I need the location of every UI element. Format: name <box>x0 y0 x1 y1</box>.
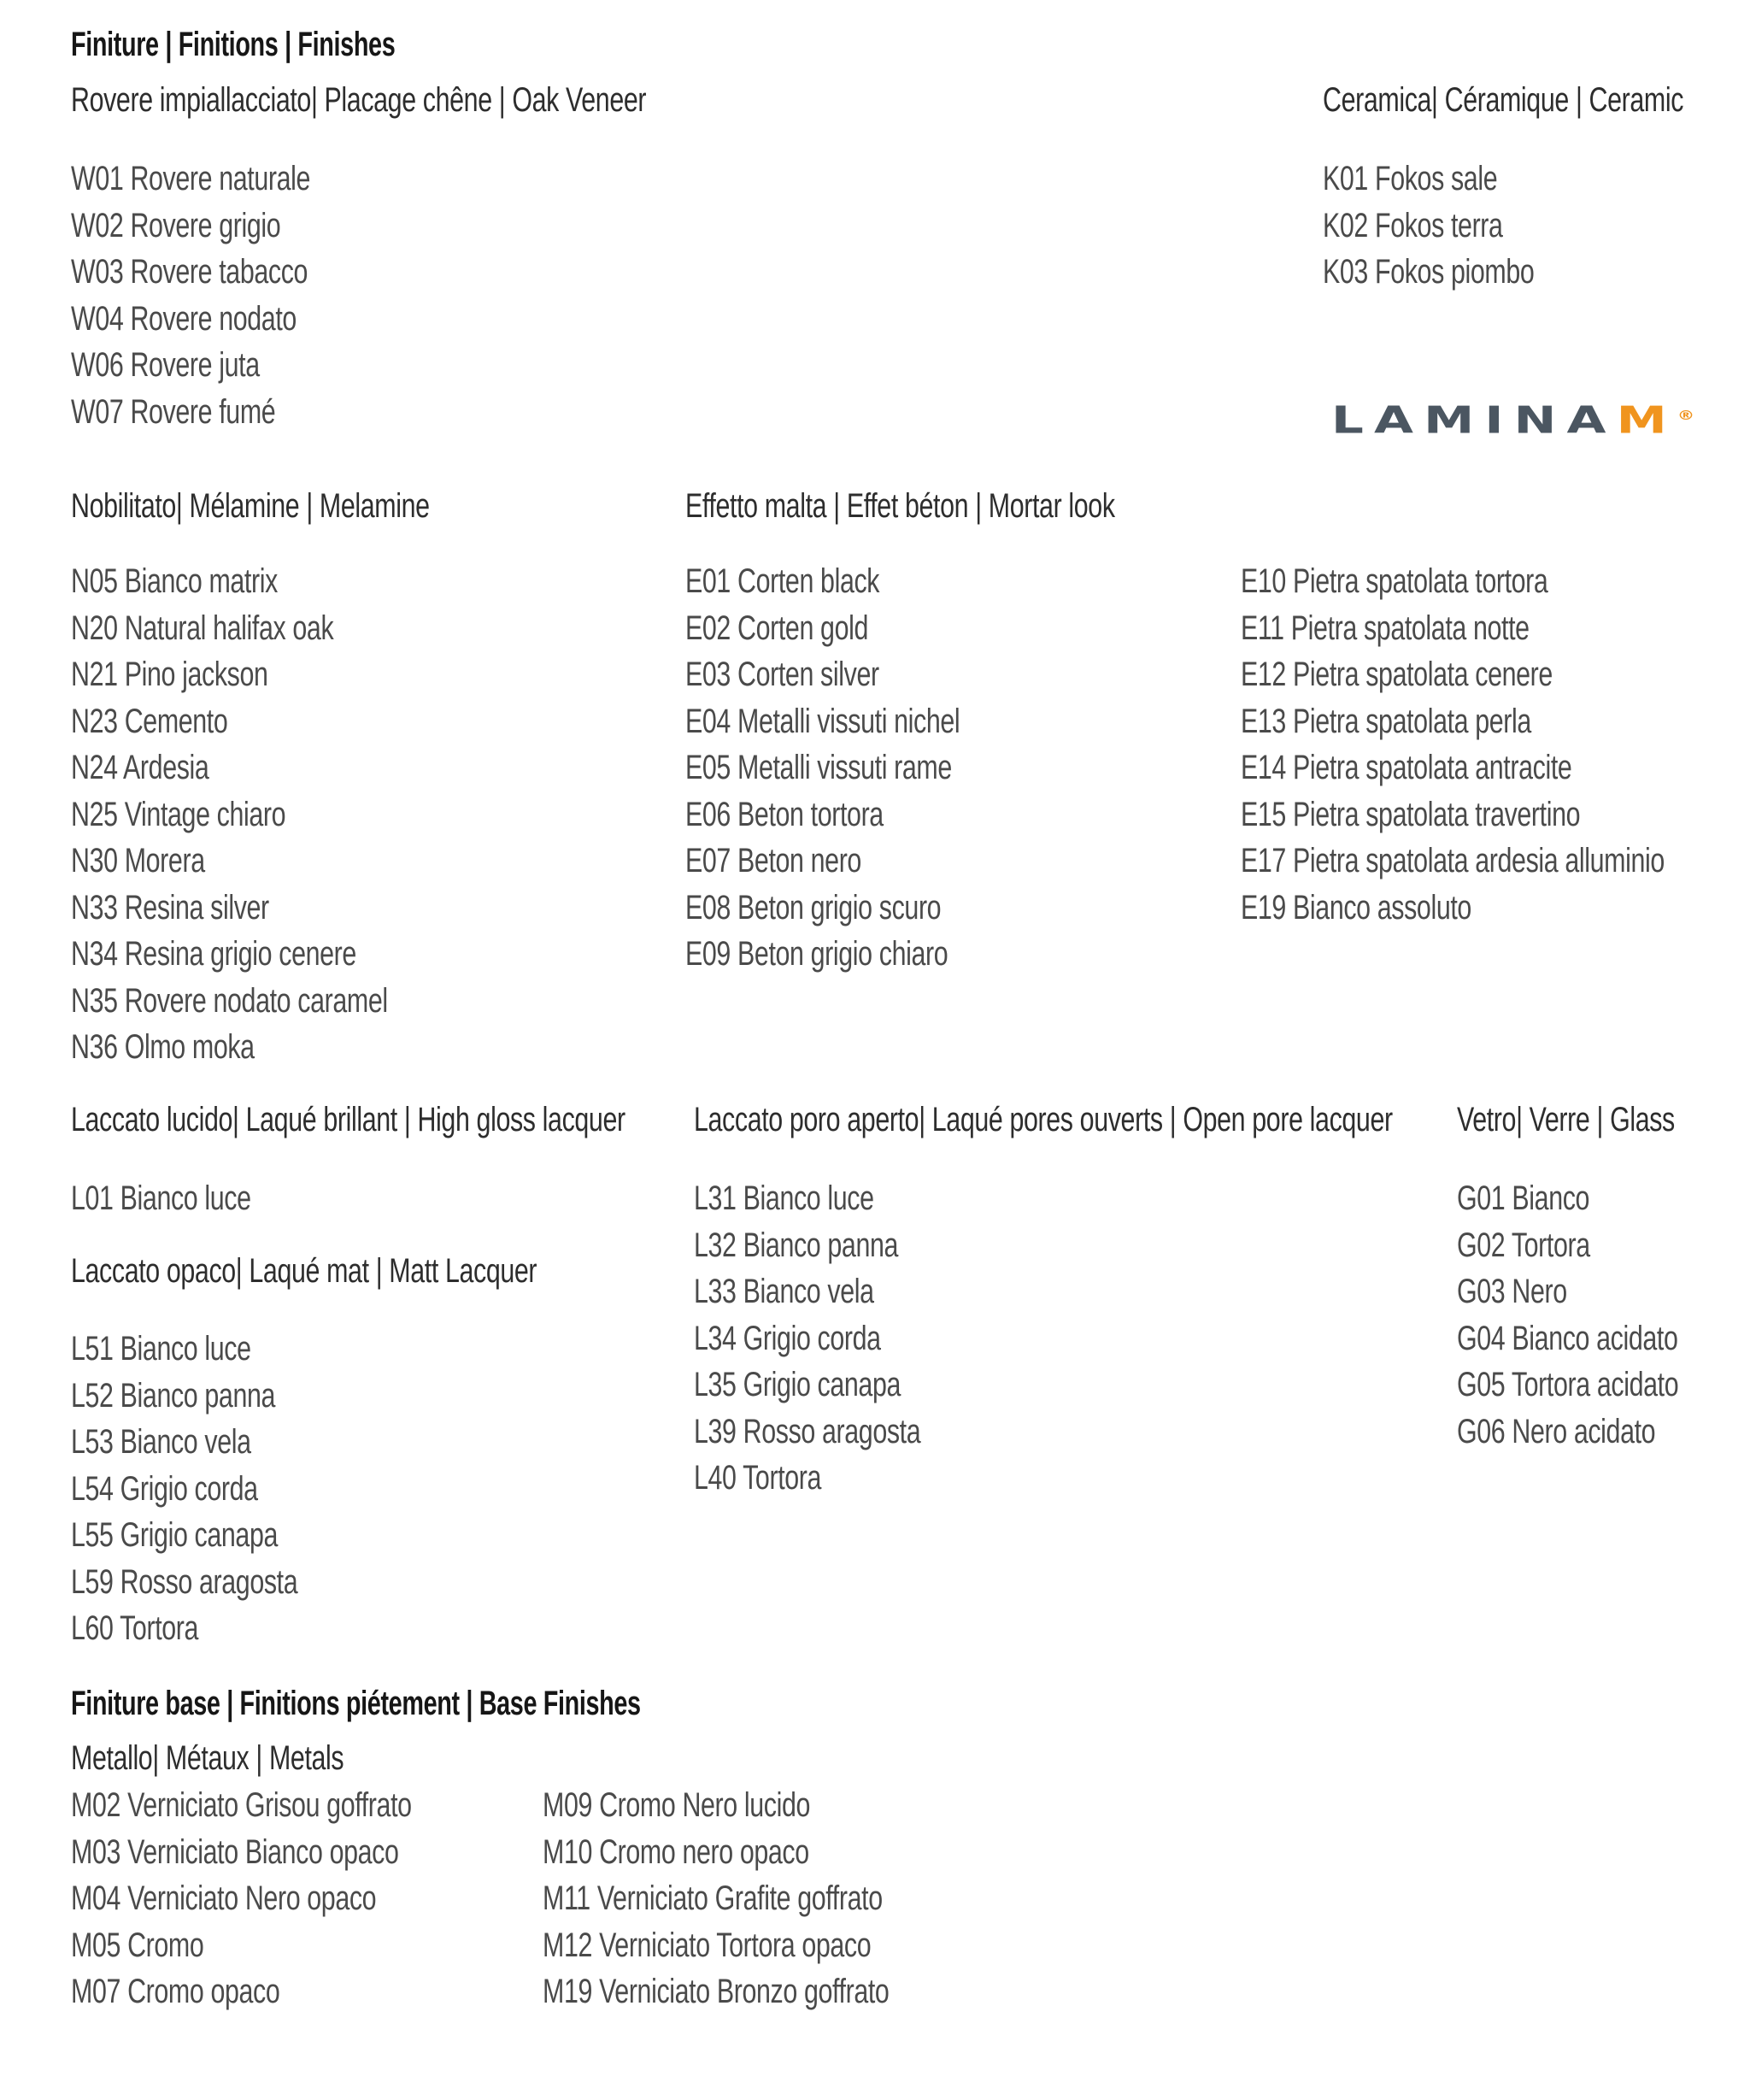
finish-code: M11 <box>543 1879 590 1917</box>
finish-item <box>543 1782 889 1829</box>
finish-name: Cromo Nero lucido <box>599 1786 811 1824</box>
finish-item <box>71 1782 412 1829</box>
finish-item <box>685 885 960 932</box>
finish-item <box>685 931 960 978</box>
finish-code: K02 <box>1323 206 1368 244</box>
finish-item <box>71 744 388 791</box>
finish-code: L53 <box>71 1423 114 1461</box>
finish-item <box>1241 651 1665 698</box>
finish-item <box>71 1512 297 1559</box>
finish-code: W04 <box>71 299 124 338</box>
finish-name: Bianco <box>1512 1179 1590 1217</box>
finish-code: E03 <box>685 656 731 693</box>
finish-name: Verniciato Grafite goffrato <box>596 1879 883 1917</box>
finish-name: Metalli vissuti rame <box>737 749 952 786</box>
finish-name: Beton grigio scuro <box>737 888 942 926</box>
finish-name: Rovere juta <box>130 346 260 384</box>
finish-code: N24 <box>71 749 118 786</box>
finish-code: W01 <box>71 160 124 197</box>
finish-item <box>685 791 960 838</box>
finish-item <box>71 1419 297 1466</box>
finish-name: Vintage chiaro <box>124 795 286 833</box>
finish-name: Nero <box>1512 1273 1567 1310</box>
finish-item <box>1241 698 1665 745</box>
finish-item <box>71 389 310 436</box>
finish-name: Verniciato Nero opaco <box>127 1879 377 1917</box>
finish-code: E01 <box>685 562 731 600</box>
finish-name: Fokos piombo <box>1375 253 1535 291</box>
finish-name: Bianco luce <box>120 1330 251 1368</box>
finish-name: Ardesia <box>123 749 209 786</box>
finish-name: Fokos terra <box>1375 206 1503 244</box>
finish-code: M12 <box>543 1926 592 1964</box>
finish-item <box>1241 791 1665 838</box>
finish-code: M07 <box>71 1973 120 2010</box>
finish-item <box>71 156 310 203</box>
finish-name: Pietra spatolata travertino <box>1293 795 1581 833</box>
finish-item <box>1241 838 1665 885</box>
list-metals-col2 <box>543 1782 889 2015</box>
finish-code: L35 <box>694 1366 737 1403</box>
finish-item <box>694 1315 920 1362</box>
finish-code: E15 <box>1241 795 1286 833</box>
finish-name: Pietra spatolata perla <box>1293 702 1531 740</box>
finish-item <box>1241 744 1665 791</box>
finish-code: W07 <box>71 392 124 431</box>
finish-item <box>1323 203 1534 250</box>
finish-name: Bianco panna <box>120 1376 276 1415</box>
finish-code: N33 <box>71 888 118 926</box>
finish-code: W02 <box>71 206 124 244</box>
section-header-mortar-look: Effetto malta | Effet béton | Mortar look <box>685 487 1115 525</box>
finish-item <box>71 342 310 389</box>
finish-name: Pietra spatolata antracite <box>1293 749 1572 786</box>
finish-name: Natural halifax oak <box>124 609 334 647</box>
finish-name: Resina grigio cenere <box>124 935 356 973</box>
finish-code: E10 <box>1241 562 1286 600</box>
finish-name: Rovere grigio <box>130 206 281 244</box>
finish-name: Tortora <box>1511 1226 1590 1264</box>
finish-item <box>685 838 960 885</box>
list-ceramic <box>1323 156 1534 296</box>
finish-item <box>1457 1175 1678 1222</box>
finish-item <box>71 1024 388 1071</box>
finish-code: G01 <box>1457 1179 1506 1217</box>
finish-item <box>71 249 310 296</box>
finish-code: G03 <box>1457 1273 1506 1310</box>
finish-item <box>71 1922 412 1969</box>
finish-code: G02 <box>1457 1226 1506 1264</box>
finish-code: M09 <box>543 1786 592 1824</box>
section-header-ceramic: Ceramica| Céramique | Ceramic <box>1323 81 1684 119</box>
finish-item <box>1241 605 1665 652</box>
finish-name: Cromo <box>127 1926 204 1964</box>
finish-item <box>71 1829 412 1876</box>
finish-code: N30 <box>71 842 118 879</box>
finish-item <box>1457 1362 1678 1409</box>
list-metals-col1 <box>71 1782 412 2015</box>
finish-item <box>71 1559 297 1606</box>
list-mortar-look-col2 <box>1241 558 1665 931</box>
finish-item <box>1323 156 1534 203</box>
finish-name: Verniciato Bronzo goffrato <box>599 1973 890 2010</box>
finish-name: Metalli vissuti nichel <box>737 702 960 740</box>
finish-code: K03 <box>1323 253 1368 291</box>
finish-item <box>71 605 388 652</box>
finish-item <box>685 605 960 652</box>
section-header-metals: Metallo| Métaux | Metals <box>71 1739 344 1777</box>
finish-code: E04 <box>685 702 731 740</box>
finish-code: E07 <box>685 842 731 879</box>
finish-code: E09 <box>685 935 731 973</box>
section-header-high-gloss-lacquer: Laccato lucido| Laqué brillant | High gloss lacquer <box>71 1101 625 1138</box>
finish-code: N35 <box>71 981 118 1020</box>
finish-item <box>685 651 960 698</box>
finish-name: Grigio corda <box>120 1469 258 1508</box>
finish-code: E17 <box>1241 842 1286 879</box>
finish-code: L40 <box>694 1459 737 1497</box>
finish-item <box>694 1222 920 1269</box>
finish-code: W03 <box>71 253 124 291</box>
finish-name: Pino jackson <box>124 656 268 693</box>
registered-trademark-icon: ® <box>1677 408 1695 423</box>
finish-code: E02 <box>685 609 731 647</box>
laminam-logo <box>1331 394 1694 443</box>
section-header-glass: Vetro| Verre | Glass <box>1457 1101 1675 1138</box>
finish-name: Rovere fumé <box>130 392 276 431</box>
finish-item <box>543 1875 889 1922</box>
finish-code: M03 <box>71 1832 120 1871</box>
finish-item <box>685 558 960 605</box>
finish-name: Cromo opaco <box>127 1973 280 2010</box>
finish-code: L31 <box>694 1179 737 1217</box>
finish-name: Tortora acidato <box>1511 1366 1679 1403</box>
finish-item <box>543 1829 889 1876</box>
finish-item <box>1457 1409 1678 1456</box>
finish-code: E06 <box>685 795 731 833</box>
finish-name: Cemento <box>124 702 228 740</box>
finish-code: L60 <box>71 1609 114 1647</box>
finish-code: L51 <box>71 1330 114 1368</box>
list-high-gloss-lacquer <box>71 1175 251 1222</box>
section-header-melamine: Nobilitato| Mélamine | Melamine <box>71 487 430 525</box>
finish-item <box>543 1968 889 2015</box>
finish-name: Bianco acidato <box>1512 1319 1678 1357</box>
finish-code: L59 <box>71 1562 114 1601</box>
finish-name: Bianco vela <box>743 1273 874 1310</box>
finish-item <box>694 1362 920 1409</box>
finish-code: N34 <box>71 935 118 973</box>
finish-code: M02 <box>71 1786 120 1824</box>
finish-code: K01 <box>1323 160 1368 197</box>
finish-item <box>71 791 388 838</box>
finish-code: L33 <box>694 1273 737 1310</box>
finish-item <box>71 1875 412 1922</box>
finish-code: E05 <box>685 749 731 786</box>
finish-name: Rovere nodato caramel <box>124 981 388 1020</box>
list-mortar-look-col1 <box>685 558 960 978</box>
finish-code: E13 <box>1241 702 1286 740</box>
finish-code: G05 <box>1457 1366 1506 1403</box>
finish-code: L39 <box>694 1412 737 1450</box>
finish-name: Rovere nodato <box>130 299 297 338</box>
list-glass <box>1457 1175 1678 1455</box>
finish-name: Pietra spatolata ardesia alluminio <box>1293 842 1665 879</box>
finish-name: Tortora <box>120 1609 199 1647</box>
finish-name: Corten silver <box>737 656 879 693</box>
finish-name: Resina silver <box>124 888 269 926</box>
list-matt-lacquer <box>71 1326 297 1652</box>
finish-name: Tortora <box>743 1459 822 1497</box>
finish-name: Bianco luce <box>743 1179 874 1217</box>
finish-name: Beton tortora <box>737 795 884 833</box>
list-open-pore-lacquer <box>694 1175 920 1502</box>
finish-code: N36 <box>71 1028 118 1066</box>
list-oak-veneer <box>71 156 310 435</box>
finish-name: Beton nero <box>737 842 861 879</box>
finish-code: E19 <box>1241 888 1286 926</box>
finish-item <box>71 838 388 885</box>
finish-code: L34 <box>694 1319 737 1357</box>
finish-name: Corten gold <box>737 609 869 647</box>
finish-name: Grigio canapa <box>743 1366 901 1403</box>
finish-code: N25 <box>71 795 118 833</box>
laminam-logo-text: LAMINA <box>1331 398 1617 443</box>
finish-item <box>1457 1222 1678 1269</box>
finish-code: L32 <box>694 1226 737 1264</box>
finish-code: L54 <box>71 1469 114 1508</box>
finish-code: E11 <box>1241 609 1284 647</box>
finish-name: Pietra spatolata cenere <box>1293 656 1553 693</box>
finish-item <box>685 744 960 791</box>
finish-code: L55 <box>71 1516 114 1554</box>
finish-name: Beton grigio chiaro <box>737 935 948 973</box>
finish-name: Bianco assoluto <box>1293 888 1471 926</box>
finish-code: E08 <box>685 888 731 926</box>
finish-item <box>543 1922 889 1969</box>
finish-name: Bianco luce <box>120 1179 251 1217</box>
finish-name: Grigio canapa <box>120 1516 279 1554</box>
finish-name: Verniciato Grisou goffrato <box>127 1786 412 1824</box>
finish-item <box>71 651 388 698</box>
finish-item <box>71 931 388 978</box>
finish-name: Bianco vela <box>120 1423 251 1461</box>
finish-item <box>71 885 388 932</box>
finish-item <box>694 1175 920 1222</box>
finish-name: Corten black <box>737 562 880 600</box>
laminam-logo-accent-m: M <box>1616 398 1677 443</box>
finish-code: E12 <box>1241 656 1286 693</box>
finish-item <box>71 1175 251 1222</box>
finish-name: Verniciato Bianco opaco <box>127 1832 399 1871</box>
finish-name: Cromo nero opaco <box>599 1832 809 1871</box>
finish-code: M19 <box>543 1973 592 2010</box>
finish-item <box>1457 1315 1678 1362</box>
finish-item <box>1457 1268 1678 1315</box>
finish-code: M05 <box>71 1926 120 1964</box>
finish-name: Pietra spatolata notte <box>1290 609 1530 647</box>
finish-code: L01 <box>71 1179 114 1217</box>
finish-name: Bianco panna <box>743 1226 899 1264</box>
finish-item <box>694 1455 920 1502</box>
page-title: Finiture | Finitions | Finishes <box>71 26 396 63</box>
finish-item <box>71 1373 297 1420</box>
finish-name: Rosso aragosta <box>120 1562 298 1601</box>
finish-item <box>71 296 310 343</box>
finish-item <box>71 1605 297 1652</box>
finish-code: N05 <box>71 562 118 600</box>
finish-code: M04 <box>71 1879 120 1917</box>
finish-name: Olmo moka <box>124 1028 255 1066</box>
section-header-open-pore-lacquer: Laccato poro aperto| Laqué pores ouverts | Open pore lacquer <box>694 1101 1393 1138</box>
finish-item <box>685 698 960 745</box>
finish-item <box>71 1466 297 1513</box>
finish-code: E14 <box>1241 749 1286 786</box>
finish-item <box>1323 249 1534 296</box>
finish-item <box>71 1968 412 2015</box>
finish-name: Morera <box>124 842 205 879</box>
finish-item <box>1241 558 1665 605</box>
finish-code: M10 <box>543 1832 592 1871</box>
finish-name: Rovere naturale <box>130 160 311 197</box>
finish-code: N23 <box>71 702 118 740</box>
finish-name: Rovere tabacco <box>130 253 308 291</box>
list-melamine <box>71 558 388 1071</box>
finish-code: G04 <box>1457 1319 1506 1357</box>
finish-name: Grigio corda <box>743 1319 881 1357</box>
section-header-oak-veneer: Rovere impiallacciato| Placage chêne | Oak Veneer <box>71 81 647 119</box>
finish-code: L52 <box>71 1376 114 1415</box>
finish-name: Verniciato Tortora opaco <box>599 1926 872 1964</box>
finish-item <box>1241 885 1665 932</box>
section-header-matt-lacquer: Laccato opaco| Laqué mat | Matt Lacquer <box>71 1252 537 1290</box>
finish-code: W06 <box>71 346 124 384</box>
finish-name: Bianco matrix <box>124 562 278 600</box>
finish-item <box>694 1409 920 1456</box>
finish-name: Nero acidato <box>1512 1412 1656 1450</box>
finish-item <box>71 203 310 250</box>
finish-name: Fokos sale <box>1375 160 1498 197</box>
finish-name: Rosso aragosta <box>743 1412 921 1450</box>
finish-code: N20 <box>71 609 118 647</box>
finish-code: G06 <box>1457 1412 1506 1450</box>
finish-item <box>71 978 388 1025</box>
finish-item <box>694 1268 920 1315</box>
finish-item <box>71 698 388 745</box>
finish-name: Pietra spatolata tortora <box>1293 562 1548 600</box>
finish-item <box>71 558 388 605</box>
finish-code: N21 <box>71 656 118 693</box>
section-header-base-finishes: Finiture base | Finitions piétement | Base Finishes <box>71 1685 641 1722</box>
finish-item <box>71 1326 297 1373</box>
